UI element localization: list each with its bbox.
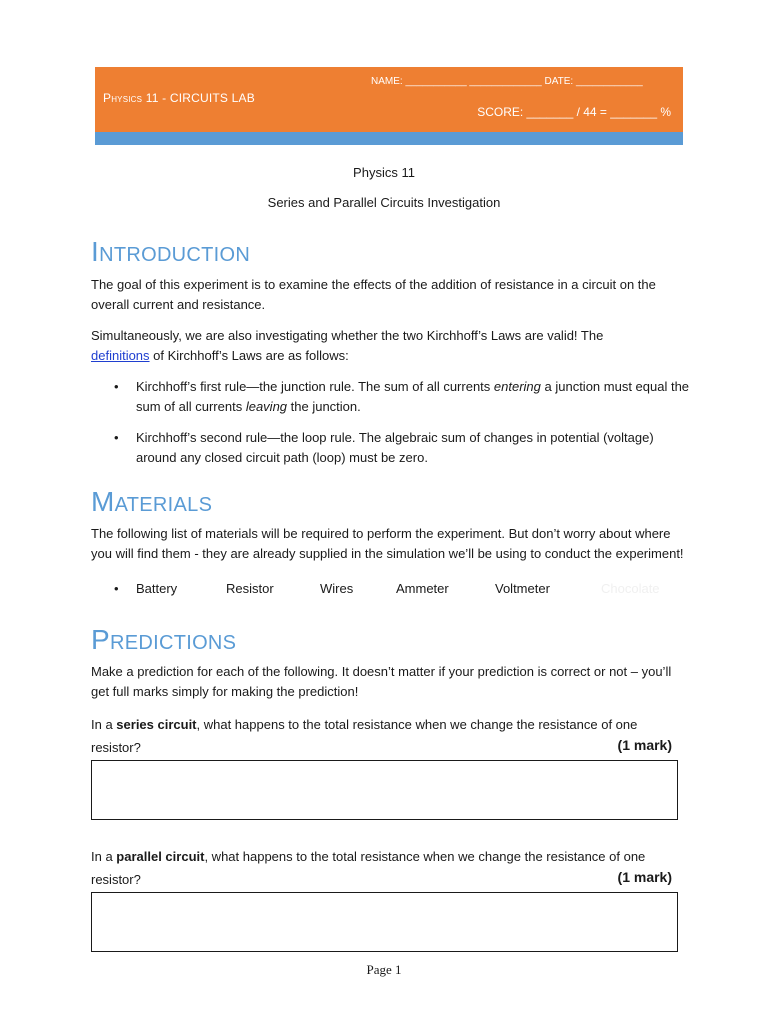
question-parallel [91,845,681,891]
b1-text-end: the junction. [287,399,361,414]
material-item: Voltmeter [495,581,550,596]
doc-subtitle: Series and Parallel Circuits Investigation [267,195,501,210]
header-accent-bar [95,132,683,145]
bullet-loop-rule [114,428,692,468]
q1-bold: series circuit [116,717,197,732]
predictions-paragraph: Make a prediction for each of the following. It doesn’t matter if your prediction is correct or not – you’ll get full marks simply for making the prediction! [91,664,672,699]
introduction-heading: Introduction [91,236,251,267]
materials-heading: Materials [91,486,213,517]
question-series [91,713,681,759]
b1-em-leaving: leaving [245,399,288,414]
answer-box-parallel[interactable] [91,892,678,952]
answer-box-series[interactable] [91,760,678,820]
b1-text-mid: a junction must equal the sum of all currents [136,379,690,414]
doc-subject: Physics 11 [353,165,415,180]
bullet-dot: • [114,379,119,394]
header-banner [95,67,683,132]
material-item-hidden: Chocolate [601,581,660,596]
bullet-dot: • [114,430,119,445]
q2-mark: (1 mark) [617,869,672,885]
page-number: Page 1 [366,962,402,977]
material-item: Wires [320,581,354,596]
definitions-link[interactable]: definitions [91,347,150,363]
predictions-heading: Predictions [91,624,237,655]
introduction-paragraph-1: The goal of this experiment is to examine the effects of the addition of resistance in a circuit on the overall current and resistance. [91,277,656,312]
b1-text: Kirchhoff’s first rule—the junction rule. The sum of all currents [136,379,494,394]
score-field: SCORE: _______ / 44 = _______ % [477,105,671,119]
name-date-field: NAME: ___________ _____________ DATE: ____________ [371,76,643,87]
q2-bold: parallel circuit [116,849,205,864]
material-item: Ammeter [396,581,449,596]
q1-mark: (1 mark) [617,737,672,753]
header-title: Physics 11 - CIRCUITS LAB [103,91,255,105]
q1-text: In a [91,717,117,732]
intro-p2-text: Simultaneously, we are also investigating whether the two Kirchhoff’s Laws are valid! The [91,328,604,343]
bullet-junction-rule [114,377,692,417]
b2-text: Kirchhoff’s second rule—the loop rule. The algebraic sum of changes in potential (voltage) around any closed circuit path (loop) must be zero. [136,430,654,465]
q1-text-end: , what happens to the total resistance when we change the resistance of one resistor? [91,717,638,755]
material-item: Resistor [226,581,274,596]
q2-text-end: , what happens to the total resistance when we change the resistance of one resistor? [91,849,646,887]
materials-paragraph: The following list of materials will be required to perform the experiment. But don’t worry about where you will find them - they are already supplied in the simulation we’ll be using to conduct the experiment! [91,526,684,561]
q2-text: In a [91,849,117,864]
introduction-paragraph-2 [91,326,691,365]
material-item: Battery [136,581,178,596]
bullet-dot: • [114,581,119,596]
intro-p2-text-end: of Kirchhoff’s Laws are as follows: [149,347,349,363]
b1-em-entering: entering [493,379,541,394]
